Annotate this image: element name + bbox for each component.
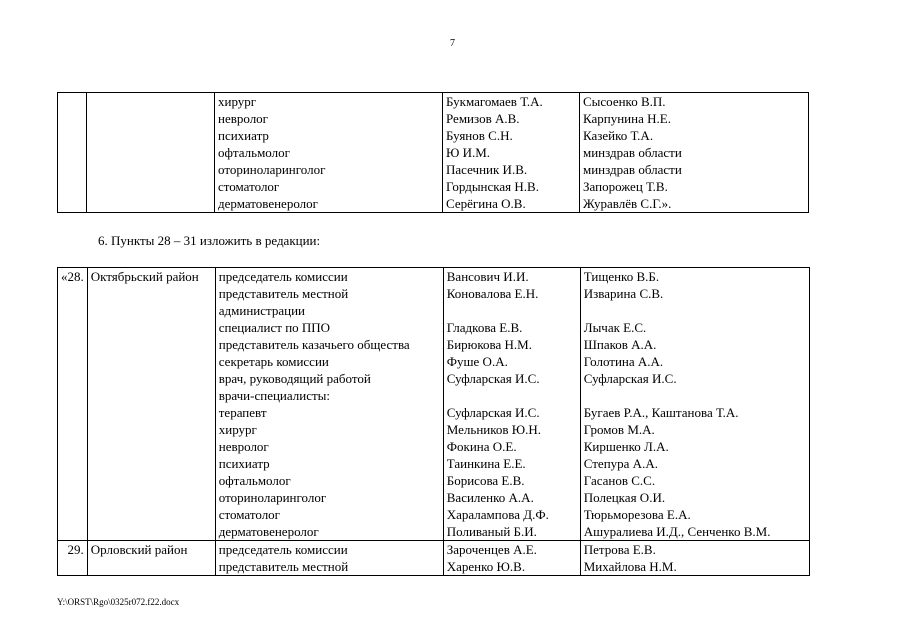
person-cell: Суфларская И.С. [443,404,580,421]
district-cell [87,455,215,472]
role-cell: специалист по ППО [215,319,443,336]
item-number-cell: 29. [58,541,88,559]
item-number-cell [58,319,88,336]
person-cell: Суфларская И.С. [443,370,580,387]
person-cell [443,387,580,404]
reserve-cell: Гасанов С.С. [580,472,809,489]
table-row [58,93,809,111]
commission-table-continued [57,92,809,213]
table-row [58,523,810,541]
district-cell [87,127,215,144]
reserve-cell: минздрав области [580,161,809,178]
role-cell: терапевт [215,404,443,421]
role-cell: психиатр [215,455,443,472]
page-number: 7 [450,38,455,49]
reserve-cell: Казейко Т.А. [580,127,809,144]
role-cell: представитель местной [215,558,443,576]
district-cell [87,110,215,127]
role-cell: представитель местной [215,285,443,302]
person-cell: Харалампова Д.Ф. [443,506,580,523]
district-cell [87,404,215,421]
table-row [58,353,810,370]
reserve-cell: Шпаков А.А. [580,336,809,353]
reserve-cell: Бугаев Р.А., Каштанова Т.А. [580,404,809,421]
item-number-cell [58,161,87,178]
table-row [58,302,810,319]
table-row [58,319,810,336]
district-cell [87,336,215,353]
item-number-cell [58,353,88,370]
role-cell: дерматовенеролог [215,195,443,213]
item-number-cell [58,455,88,472]
person-cell: Ремизов А.В. [443,110,580,127]
reserve-cell: минздрав области [580,144,809,161]
person-cell: Серёгина О.В. [443,195,580,213]
role-cell: невролог [215,110,443,127]
district-cell [87,302,215,319]
person-cell: Букмагомаев Т.А. [443,93,580,111]
person-cell: Пасечник И.В. [443,161,580,178]
person-cell: Ю И.М. [443,144,580,161]
reserve-cell: Тюрьморезова Е.А. [580,506,809,523]
role-cell: офтальмолог [215,144,443,161]
district-cell [87,472,215,489]
district-cell [87,319,215,336]
reserve-cell: Тищенко В.Б. [580,268,809,286]
person-cell: Буянов С.Н. [443,127,580,144]
role-cell: стоматолог [215,506,443,523]
table-row [58,195,809,213]
table-row [58,438,810,455]
table-row [58,387,810,404]
role-cell: администрации [215,302,443,319]
person-cell: Фокина О.Е. [443,438,580,455]
file-path-footer: Y:\ORST\Rgo\0325r072.f22.docx [57,597,180,607]
district-cell [87,523,215,541]
item-number-cell [58,302,88,319]
reserve-cell: Киршенко Л.А. [580,438,809,455]
role-cell: врачи-специалисты: [215,387,443,404]
person-cell: Гладкова Е.В. [443,319,580,336]
role-cell: представитель казачьего общества [215,336,443,353]
reserve-cell [580,387,809,404]
person-cell: Мельников Ю.Н. [443,421,580,438]
person-cell: Зароченцев А.Е. [443,541,580,559]
table-row [58,110,809,127]
table-row [58,370,810,387]
district-cell [87,178,215,195]
role-cell: врач, руководящий работой [215,370,443,387]
role-cell: оториноларинголог [215,161,443,178]
item-number-cell [58,93,87,111]
table-row [58,472,810,489]
district-cell [87,93,215,111]
table-row [58,336,810,353]
table-row [58,558,810,576]
person-cell: Коновалова Е.Н. [443,285,580,302]
role-cell: офтальмолог [215,472,443,489]
person-cell: Поливаный Б.И. [443,523,580,541]
table-row [58,161,809,178]
role-cell: председатель комиссии [215,541,443,559]
table-row [58,268,810,286]
reserve-cell: Карпунина Н.Е. [580,110,809,127]
reserve-cell: Суфларская И.С. [580,370,809,387]
district-cell [87,421,215,438]
reserve-cell: Лычак Е.С. [580,319,809,336]
district-cell [87,285,215,302]
table-row [58,541,810,559]
reserve-cell: Изварина С.В. [580,285,809,302]
district-cell [87,353,215,370]
item-number-cell [58,472,88,489]
table-row [58,489,810,506]
table-row [58,404,810,421]
district-cell [87,370,215,387]
person-cell: Харенко Ю.В. [443,558,580,576]
role-cell: председатель комиссии [215,268,443,286]
item-number-cell [58,144,87,161]
person-cell: Бирюкова Н.М. [443,336,580,353]
item-number-cell [58,178,87,195]
table-row [58,144,809,161]
role-cell: хирург [215,93,443,111]
person-cell: Василенко А.А. [443,489,580,506]
item-number-cell [58,110,87,127]
role-cell: психиатр [215,127,443,144]
reserve-cell: Запорожец Т.В. [580,178,809,195]
item-number-cell [58,370,88,387]
item-number-cell [58,387,88,404]
district-cell [87,161,215,178]
item-number-cell [58,404,88,421]
table-row [58,178,809,195]
item-number-cell [58,506,88,523]
item-number-cell [58,558,88,576]
district-cell [87,144,215,161]
district-cell [87,438,215,455]
table-row [58,455,810,472]
item-number-cell [58,489,88,506]
district-cell [87,558,215,576]
amendment-paragraph: 6. Пункты 28 – 31 изложить в редакции: [98,233,321,248]
reserve-cell: Петрова Е.В. [580,541,809,559]
district-cell [87,489,215,506]
table-row [58,127,809,144]
district-cell: Октябрьский район [87,268,215,286]
item-number-cell [58,285,88,302]
district-cell [87,195,215,213]
commission-table [57,267,810,576]
district-cell: Орловский район [87,541,215,559]
reserve-cell: Сысоенко В.П. [580,93,809,111]
reserve-cell: Голотина А.А. [580,353,809,370]
role-cell: дерматовенеролог [215,523,443,541]
reserve-cell [580,302,809,319]
item-number-cell [58,523,88,541]
person-cell: Гордынская Н.В. [443,178,580,195]
role-cell: невролог [215,438,443,455]
table-row [58,506,810,523]
reserve-cell: Громов М.А. [580,421,809,438]
person-cell [443,302,580,319]
table-row [58,285,810,302]
role-cell: стоматолог [215,178,443,195]
item-number-cell [58,438,88,455]
reserve-cell: Михайлова Н.М. [580,558,809,576]
person-cell: Борисова Е.В. [443,472,580,489]
item-number-cell: «28. [58,268,88,286]
reserve-cell: Полецкая О.И. [580,489,809,506]
reserve-cell: Журавлёв С.Г.». [580,195,809,213]
reserve-cell: Степура А.А. [580,455,809,472]
item-number-cell [58,421,88,438]
district-cell [87,506,215,523]
item-number-cell [58,127,87,144]
item-number-cell [58,336,88,353]
person-cell: Таинкина Е.Е. [443,455,580,472]
table-row [58,421,810,438]
person-cell: Вансович И.И. [443,268,580,286]
item-number-cell [58,195,87,213]
person-cell: Фуше О.А. [443,353,580,370]
role-cell: секретарь комиссии [215,353,443,370]
district-cell [87,387,215,404]
role-cell: оториноларинголог [215,489,443,506]
role-cell: хирург [215,421,443,438]
reserve-cell: Ашуралиева И.Д., Сенченко В.М. [580,523,809,541]
